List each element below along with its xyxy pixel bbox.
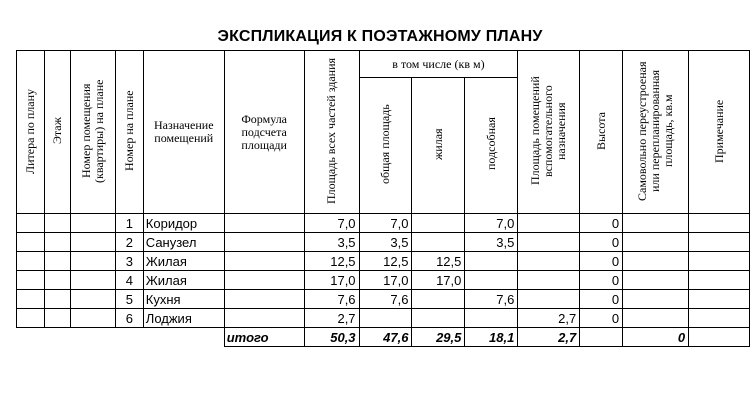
table-row (17, 252, 750, 271)
header-formula: Формула подсчета площади (224, 51, 304, 214)
row-total: 3,5 (304, 233, 359, 252)
row-podsob: 3,5 (465, 233, 518, 252)
header-etazh: Этаж (44, 51, 70, 214)
row-num: 6 (115, 309, 143, 328)
explication-table (16, 50, 750, 347)
row-name: Кухня (143, 290, 224, 309)
row-total: 12,5 (304, 252, 359, 271)
total-row (17, 328, 750, 347)
header-ploshchad-vsekh: Площадь всех частей здания (304, 51, 359, 214)
row-zhil: 17,0 (412, 271, 465, 290)
row-name: Санузел (143, 233, 224, 252)
row-vspom: 2,7 (518, 309, 580, 328)
row-zhil (412, 309, 465, 328)
row-obshch: 7,0 (359, 214, 412, 233)
row-num: 1 (115, 214, 143, 233)
row-total: 7,6 (304, 290, 359, 309)
total-samovolno: 0 (623, 328, 689, 347)
row-obshch: 3,5 (359, 233, 412, 252)
row-obshch: 17,0 (359, 271, 412, 290)
header-v-tom-chisle: в том числе (кв м) (359, 51, 518, 78)
row-total: 7,0 (304, 214, 359, 233)
row-num: 2 (115, 233, 143, 252)
row-vysota: 0 (580, 290, 623, 309)
row-name: Жилая (143, 271, 224, 290)
total-all: 50,3 (304, 328, 359, 347)
row-zhil (412, 233, 465, 252)
table-row (17, 214, 750, 233)
row-num: 3 (115, 252, 143, 271)
page-title: ЭКСПЛИКАЦИЯ К ПОЭТАЖНОМУ ПЛАНУ (217, 28, 543, 45)
header-podsobnaya: подсобная (465, 78, 518, 214)
row-name: Лоджия (143, 309, 224, 328)
row-vspom (518, 271, 580, 290)
header-obshchaya: общая площадь (359, 78, 412, 214)
table-row (17, 233, 750, 252)
header-nomer-pomeshcheniya: Номер помещения (квартиры) на плане (70, 51, 115, 214)
table-row (17, 271, 750, 290)
header-vspomogatelnye: Площадь помещений вспомогательного назначения (518, 51, 580, 214)
row-zhil (412, 214, 465, 233)
total-vspom: 2,7 (518, 328, 580, 347)
row-vspom (518, 252, 580, 271)
row-vysota: 0 (580, 309, 623, 328)
row-total: 17,0 (304, 271, 359, 290)
total-primechanie (689, 328, 750, 347)
row-num: 5 (115, 290, 143, 309)
row-num: 4 (115, 271, 143, 290)
total-podsob: 18,1 (465, 328, 518, 347)
row-vspom (518, 290, 580, 309)
header-nomer-na-plane: Номер на плане (115, 51, 143, 214)
row-zhil (412, 290, 465, 309)
header-samovolno: Самовольно переустроеная или перепланированная площадь, кв.м (623, 51, 689, 214)
header-primechanie: Примечание (689, 51, 750, 214)
row-obshch (359, 309, 412, 328)
table-row (17, 309, 750, 328)
row-name: Коридор (143, 214, 224, 233)
header-litera: Литера по плану (17, 51, 45, 214)
total-label: итого (224, 328, 304, 347)
row-podsob (465, 309, 518, 328)
row-podsob (465, 252, 518, 271)
row-podsob: 7,6 (465, 290, 518, 309)
row-vspom (518, 233, 580, 252)
row-podsob (465, 271, 518, 290)
row-obshch: 12,5 (359, 252, 412, 271)
header-vysota: Высота (580, 51, 623, 214)
row-vysota: 0 (580, 271, 623, 290)
row-total: 2,7 (304, 309, 359, 328)
total-zhil: 29,5 (412, 328, 465, 347)
header-naznachenie: Назначение помещений (143, 51, 224, 214)
row-vysota: 0 (580, 252, 623, 271)
total-obshch: 47,6 (359, 328, 412, 347)
row-name: Жилая (143, 252, 224, 271)
row-vysota: 0 (580, 214, 623, 233)
row-vysota: 0 (580, 233, 623, 252)
row-vspom (518, 214, 580, 233)
table-row (17, 290, 750, 309)
row-podsob: 7,0 (465, 214, 518, 233)
row-zhil: 12,5 (412, 252, 465, 271)
total-vysota (580, 328, 623, 347)
row-obshch: 7,6 (359, 290, 412, 309)
header-zhilaya: жилая (412, 78, 465, 214)
